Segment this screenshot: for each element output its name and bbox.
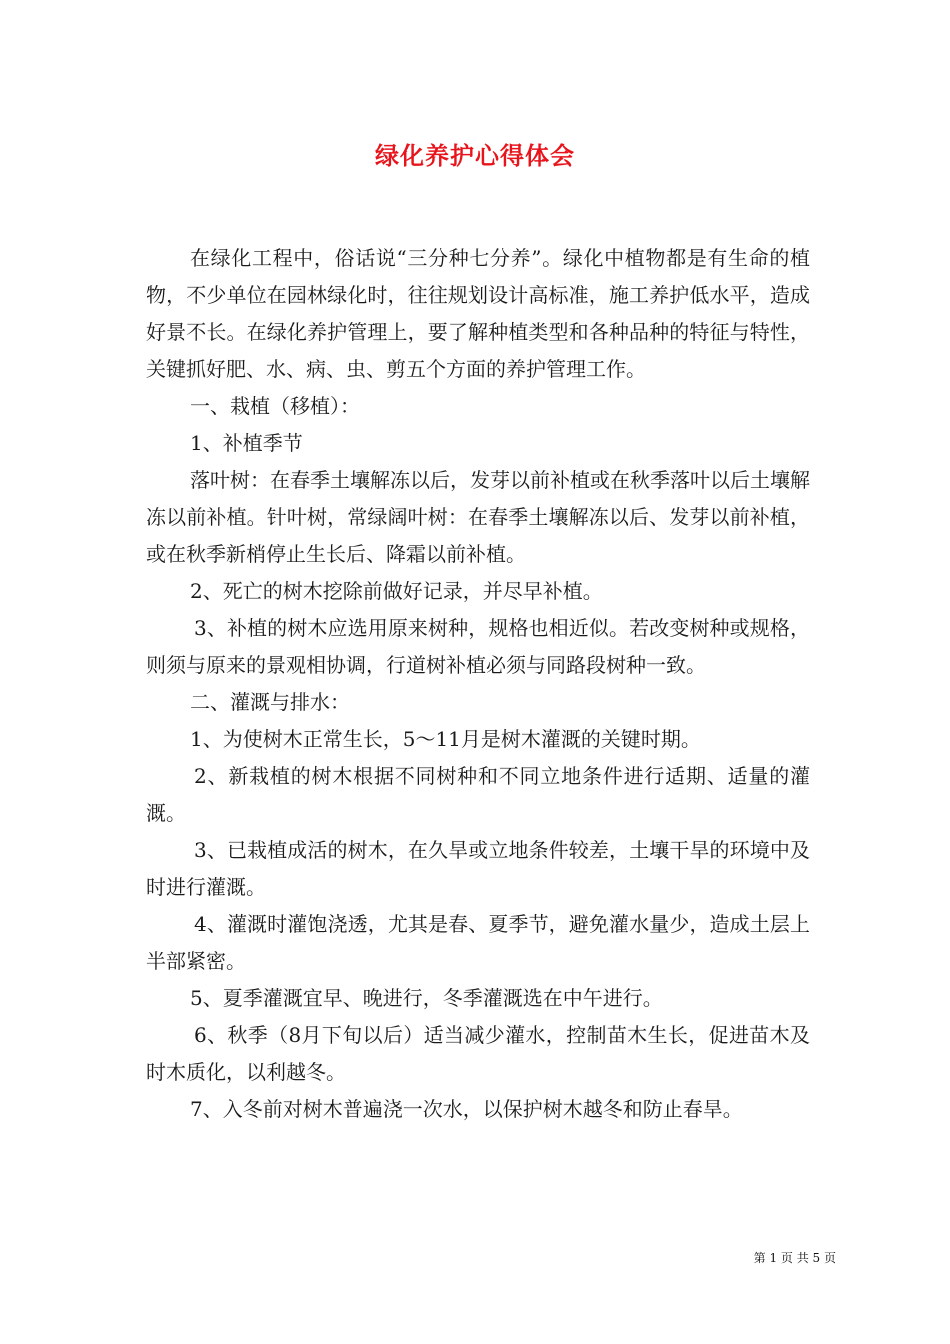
paragraph-replant-species: 3、补植的树木应选用原来树种，规格也相近似。若改变树种或规格，则须与原来的景观相协调，行道树补植必须与同路段树种一致。 <box>146 616 810 677</box>
paragraph-irrigation-3: 3、已栽植成活的树木，在久旱或立地条件较差，土壤干旱的环境中及时进行灌溉。 <box>146 838 810 899</box>
document-body <box>146 240 810 1128</box>
paragraph-irrigation-6: 6、秋季（8月下旬以后）适当减少灌水，控制苗木生长，促进苗木及时木质化，以利越冬。 <box>146 1023 810 1084</box>
paragraph-irrigation-4: 4、灌溉时灌饱浇透，尤其是春、夏季节，避免灌水量少，造成土层上半部紧密。 <box>146 912 810 973</box>
paragraph-dead-trees: 2、死亡的树木挖除前做好记录，并尽早补植。 <box>190 579 603 603</box>
paragraph-irrigation-2: 2、新栽植的树木根据不同树种和不同立地条件进行适期、适量的灌溉。 <box>146 764 810 825</box>
section-heading-irrigation: 二、灌溉与排水： <box>190 690 350 714</box>
document-title: 绿化养护心得体会 <box>375 141 575 170</box>
paragraph-intro: 在绿化工程中，俗话说“三分种七分养”。绿化中植物都是有生命的植物，不少单位在园林绿化时，往往规划设计高标准，施工养护低水平，造成好景不长。在绿化养护管理上，要了解种植类型和各种品种的特征与特性，关键抓好肥、水、病、虫、剪五个方面的养护管理工作。 <box>146 246 810 381</box>
paragraph-deciduous-conifer: 落叶树：在春季土壤解冻以后，发芽以前补植或在秋季落叶以后土壤解冻以前补植。针叶树，常绿阔叶树：在春季土壤解冻以后、发芽以前补植，或在秋季新梢停止生长后、降霜以前补植。 <box>146 468 810 566</box>
section-heading-planting: 一、栽植（移植）： <box>190 394 360 418</box>
paragraph-irrigation-5: 5、夏季灌溉宜早、晚进行，冬季灌溉选在中午进行。 <box>190 986 663 1010</box>
paragraph-irrigation-1: 1、为使树木正常生长，5～11月是树木灌溉的关键时期。 <box>190 727 701 751</box>
subheading-replant-season: 1、补植季节 <box>190 431 303 455</box>
page-number-footer: 第 1 页 共 5 页 <box>753 1251 836 1265</box>
paragraph-irrigation-7: 7、入冬前对树木普遍浇一次水，以保护树木越冬和防止春旱。 <box>190 1097 743 1121</box>
